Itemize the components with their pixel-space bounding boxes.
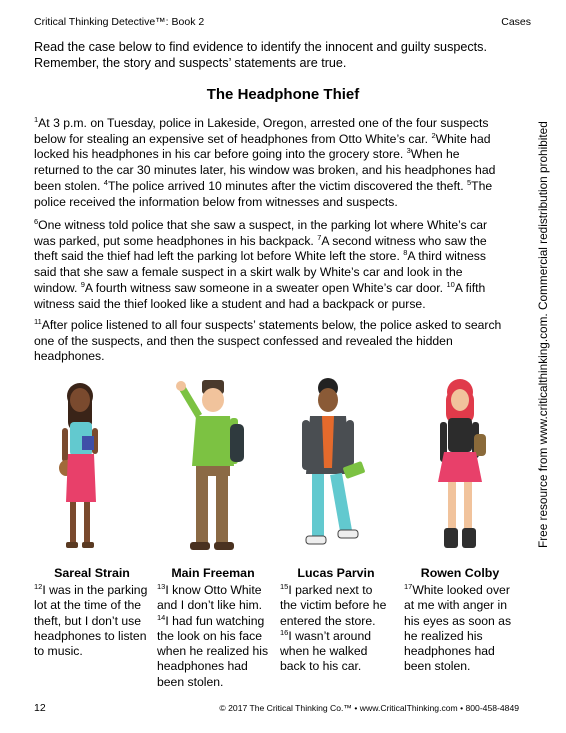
sentence-number: 3 [406,146,411,156]
sentence-number: 10 [446,279,455,289]
suspect-card-4 [404,566,516,675]
sentence-text: One witness told police that she saw a suspect, in the parking lot where White’s car was parked, put some headphones in his backpack. [34,218,488,248]
suspect-name: Sareal Strain [54,566,130,580]
sentence-number: 6 [34,217,39,226]
case-paragraph-1 [34,116,504,210]
suspect-name: Main Freeman [171,566,255,580]
suspect-statement [34,583,150,659]
sentence-number: 15 [280,582,289,591]
sentence-number: 11 [34,317,42,326]
suspect-card-2 [157,566,269,690]
sentence-number: 9 [80,279,85,289]
sentence-number: 8 [403,248,408,258]
sentence-text: The police arrived 10 minutes after the victim discovered the theft. [107,178,467,193]
girl-red-hair-figure-icon [420,378,530,558]
intro-text: Read the case below to find evidence to identify the innocent and guilty suspects. Remember, the story and suspects’ statements are true. [34,40,487,70]
case-title: The Headphone Thief [206,86,360,103]
sentence-text: A second witness who saw the theft said the thief had left the parking lot before White left the store. [34,233,487,264]
boy-gray-jacket-figure-icon [290,378,400,558]
suspect-statement [280,583,392,675]
sentence-text: A fourth witness saw someone in a sweater open White’s car door. [84,280,447,295]
sentence-text: I was in the parking lot at the time of the theft, but I don’t use headphones to listen to music. [34,583,148,659]
case-paragraph-2 [34,218,504,312]
sentence-number: 2 [431,130,436,140]
sentence-number: 1 [34,115,39,124]
sentence-text: White looked over at me with anger in his eyes as soon as he realized his headphones had been stolen. [404,583,512,674]
sentence-text: The police received the information below from witnesses and suspects. [34,178,493,209]
boy-green-sweater-figure-icon [170,378,280,558]
girl-figure-icon [48,378,158,558]
sentence-text: I know Otto White and I don’t like him. [157,583,263,613]
sentence-text: A third witness said that she saw a female suspect in a skirt walk by White’s car and look in the window. [34,249,486,295]
suspect-name: Lucas Parvin [297,566,375,580]
sentence-text: A fifth witness said the thief looked like a student and had a backpack or purse. [34,280,486,311]
sentence-text: At 3 p.m. on Tuesday, police in Lakeside, Oregon, arrested one of the four suspects below for stealing an expensive set of headphones from Otto White’s car. [34,116,489,146]
suspect-name: Rowen Colby [420,566,500,580]
suspect-card-3 [280,566,392,675]
sentence-text: When he returned to the car 30 minutes later, his window was broken, and his headphones had been stolen. [34,147,496,193]
suspect-statement [404,583,516,675]
sentence-number: 16 [280,627,289,637]
page-number: 12 [34,702,46,714]
sentence-number: 4 [103,177,108,187]
sentence-number: 14 [157,612,166,622]
sentence-text: After police listened to all four suspects’ statements below, the police asked to search one of the suspects, and then the suspect confessed and revealed the hidden headphones. [34,318,502,364]
sentence-text: I wasn’t around when he walked back to his car. [280,628,371,674]
sentence-number: 13 [157,582,166,591]
sentence-number: 5 [467,177,472,187]
sentence-text: I had fun watching the look on his face when he realized his headphones had been stolen. [157,613,269,689]
sentence-number: 17 [404,582,413,591]
header-section: Cases [501,16,531,28]
suspect-card-1 [34,566,150,659]
sentence-number: 7 [317,232,322,242]
footer-copyright: © 2017 The Critical Thinking Co.™ • www.CriticalThinking.com • 800-458-4849 [219,703,519,713]
sentence-text: White had locked his headphones in his car before going into the grocery store. [34,131,491,162]
side-watermark-text: Free resource from www.criticalthinking.com. Commercial redistribution prohibited [536,121,550,548]
sentence-text: I parked next to the victim before he entered the store. [280,583,387,628]
header-book-title: Critical Thinking Detective™: Book 2 [34,16,205,28]
suspect-statement [157,583,269,690]
case-paragraph-3 [34,318,504,365]
sentence-number: 12 [34,582,43,591]
